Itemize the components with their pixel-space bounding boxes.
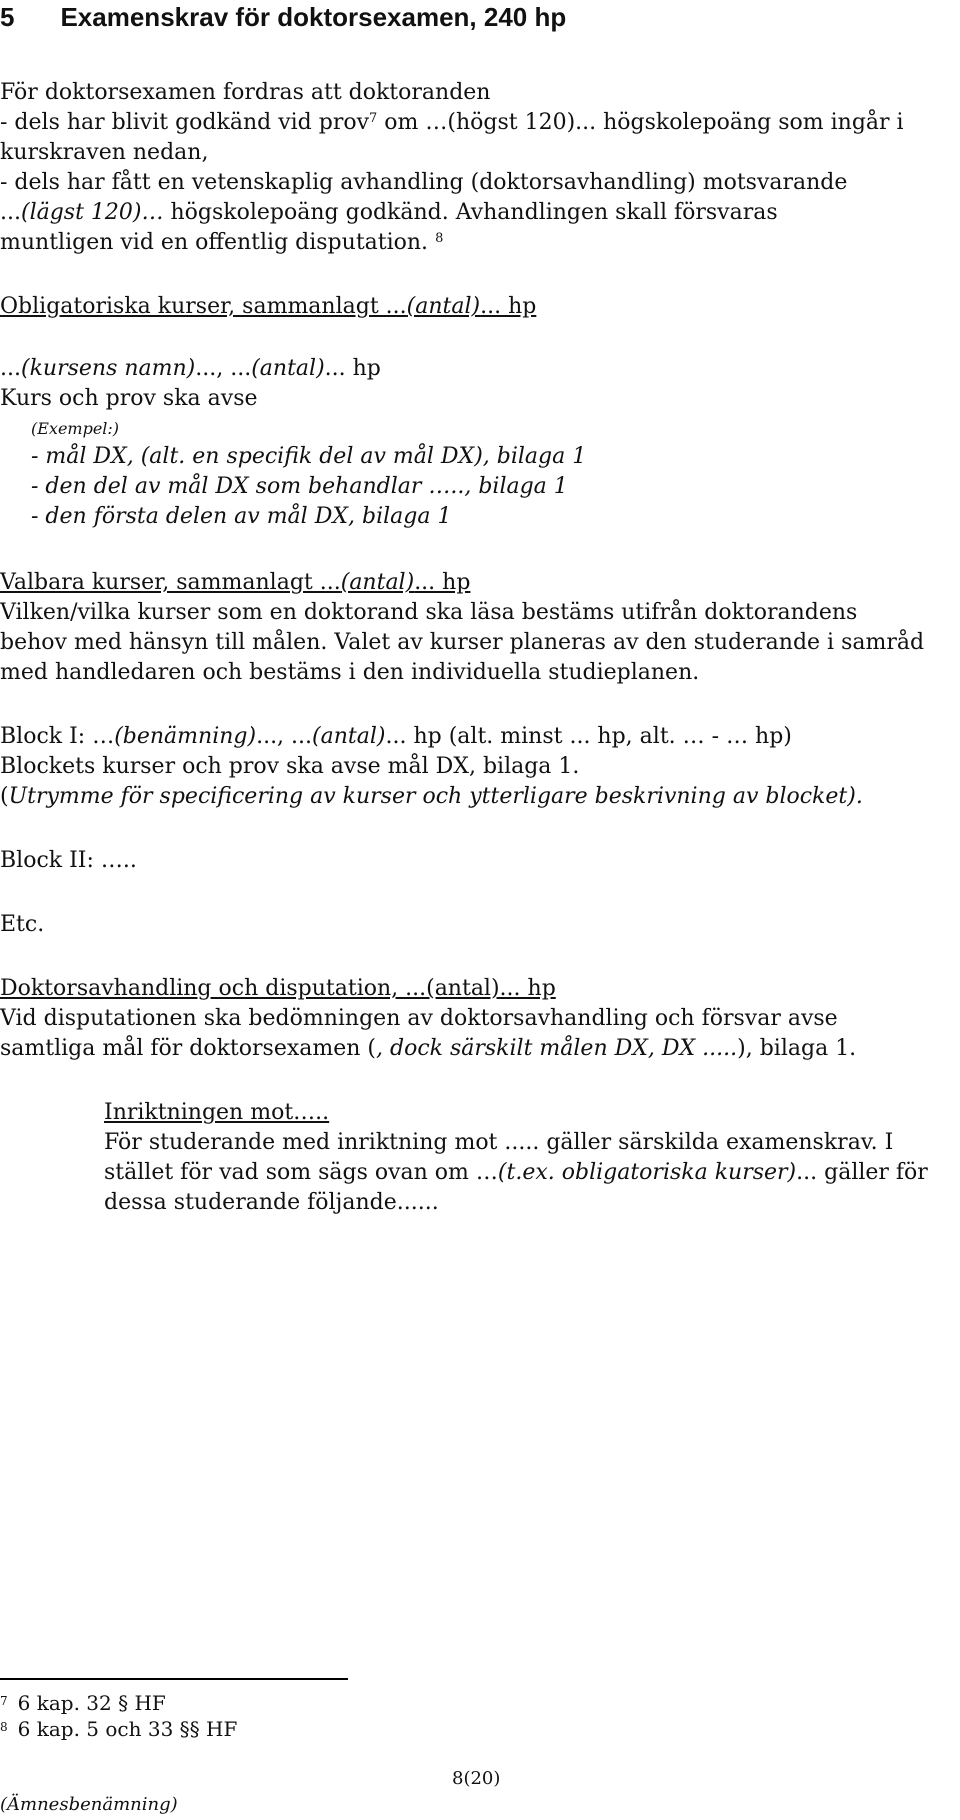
page-number: 8(20) — [452, 1768, 501, 1789]
thesis-text-line-1: Vid disputationen ska bedömningen av doktorsavhandling och försvar avse — [0, 1006, 838, 1031]
block-1-desc: Blockets kurser och prov ska avse mål DX, bilaga 1. — [0, 754, 580, 779]
example-label: (Exempel:) — [31, 419, 120, 438]
example-item-2: - den del av mål DX som behandlar ….., bilaga 1 — [31, 474, 568, 499]
intro-line-2: - dels har blivit godkänd vid prov$^7$ om …(högst 120)... högskolepoäng som ingår i — [0, 110, 904, 135]
block-1-heading: Block I: …(benämning)..., ...(antal)... hp (alt. minst ... hp, alt. … - … hp) — [0, 724, 792, 749]
thesis-heading: Doktorsavhandling och disputation, ...(antal)... hp — [0, 976, 556, 1001]
intro-line-6: muntligen vid en offentlig disputation. $^8$ — [0, 230, 444, 255]
example-item-3: - den första delen av mål DX, bilaga 1 — [31, 504, 452, 529]
orientation-text-line-3: dessa studerande följande...... — [104, 1190, 439, 1215]
footer-subject: (Ämnesbenämning) — [0, 1794, 178, 1815]
block-1-note: (Utrymme för specificering av kurser och ytterligare beskrivning av blocket). — [0, 784, 863, 809]
elective-text-line-2: behov med hänsyn till målen. Valet av kurser planeras av den studerande i samråd — [0, 630, 925, 655]
section-title: Examenskrav för doktorsexamen, 240 hp — [60, 2, 567, 32]
obligatory-course-line: ...(kursens namn)..., ...(antal)... hp — [0, 356, 381, 381]
thesis-text-line-2: samtliga mål för doktorsexamen (, dock särskilt målen DX, DX .....), bilaga 1. — [0, 1036, 857, 1061]
footnote-8: $^8$ 6 kap. 5 och 33 §§ HF — [0, 1717, 238, 1741]
obligatory-course-desc: Kurs och prov ska avse — [0, 386, 258, 411]
elective-text-line-3: med handledaren och bestäms i den individuella studieplanen. — [0, 660, 700, 685]
section-number: 5 — [0, 2, 15, 32]
etc-text: Etc. — [0, 912, 45, 937]
footnote-separator — [0, 1678, 348, 1680]
intro-line-1: För doktorsexamen fordras att doktoranden — [0, 80, 491, 105]
intro-line-4: - dels har fått en vetenskaplig avhandling (doktorsavhandling) motsvarande — [0, 170, 848, 195]
block-2-heading: Block II: ….. — [0, 848, 137, 873]
orientation-text-line-1: För studerande med inriktning mot ..... gäller särskilda examenskrav. I — [104, 1130, 894, 1155]
footnote-ref-8: 8 — [435, 231, 444, 246]
elective-courses-heading: Valbara kurser, sammanlagt ...(antal)... hp — [0, 570, 471, 595]
intro-line-5: ...(lägst 120)… högskolepoäng godkänd. Avhandlingen skall försvaras — [0, 200, 778, 225]
footnote-ref-7: 7 — [369, 111, 378, 126]
footnote-7: $^7$ 6 kap. 32 § HF — [0, 1691, 166, 1715]
obligatory-courses-heading: Obligatoriska kurser, sammanlagt ...(antal)... hp — [0, 294, 537, 319]
section-heading — [0, 2, 566, 32]
example-item-1: - mål DX, (alt. en specifik del av mål DX), bilaga 1 — [31, 444, 587, 469]
orientation-heading: Inriktningen mot….. — [104, 1100, 330, 1125]
intro-line-3: kurskraven nedan, — [0, 140, 209, 165]
elective-text-line-1: Vilken/vilka kurser som en doktorand ska läsa bestäms utifrån doktorandens — [0, 600, 858, 625]
orientation-text-line-2: stället för vad som sägs ovan om …(t.ex. obligatoriska kurser)... gäller för — [104, 1160, 928, 1185]
